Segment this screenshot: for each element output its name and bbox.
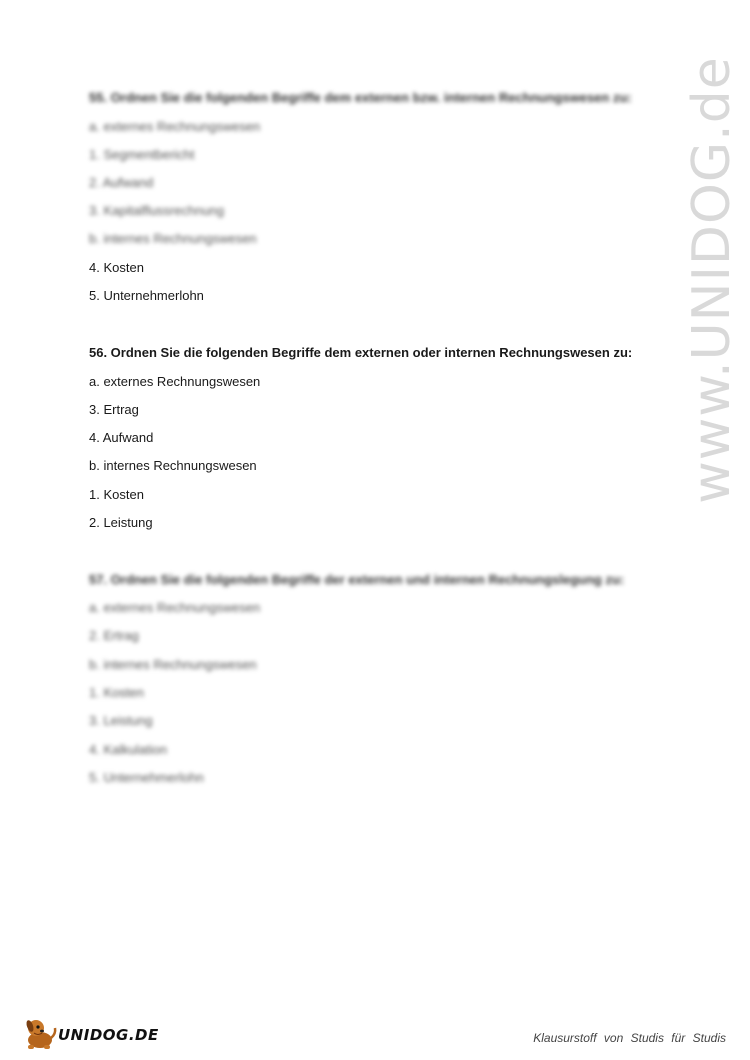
list-item: 5. Unternehmerlohn xyxy=(89,770,204,785)
list-item: 1. Kosten xyxy=(89,685,144,700)
list-item: 1. Kosten xyxy=(89,487,144,502)
list-item: 3. Leistung xyxy=(89,713,153,728)
list-item: 2. Aufwand xyxy=(89,175,154,190)
dog-mascot-icon xyxy=(22,1016,58,1050)
list-item: 3. Ertrag xyxy=(89,402,139,417)
list-item: b. internes Rechnungswesen xyxy=(89,458,257,473)
list-item: 1. Segmentbericht xyxy=(89,147,195,162)
list-item: 4. Aufwand xyxy=(89,430,154,445)
list-item: 2. Leistung xyxy=(89,515,153,530)
question-heading: 57. Ordnen Sie die folgenden Begriffe der externen und internen Rechnungslegung zu: xyxy=(89,572,625,587)
list-item: 5. Unternehmerlohn xyxy=(89,288,204,303)
list-item: 2. Ertrag xyxy=(89,628,139,643)
list-item: 4. Kosten xyxy=(89,260,144,275)
list-item: 3. Kapitalflussrechnung xyxy=(89,203,225,218)
footer-tagline: Klausurstoff von Studis für Studis xyxy=(533,1031,726,1045)
list-item: a. externes Rechnungswesen xyxy=(89,600,261,615)
unidog-logo[interactable] xyxy=(22,1016,162,1050)
list-item: a. externes Rechnungswesen xyxy=(89,119,261,134)
question-heading: 56. Ordnen Sie die folgenden Begriffe dem externen oder internen Rechnungswesen zu: xyxy=(89,345,633,360)
list-item: b. internes Rechnungswesen xyxy=(89,657,257,672)
list-item: a. externes Rechnungswesen xyxy=(89,374,261,389)
watermark-text: www.UNIDOG.de xyxy=(682,56,742,504)
list-item: b. internes Rechnungswesen xyxy=(89,231,257,246)
list-item: 4. Kalkulation xyxy=(89,742,168,757)
logo-text: UNIDOG.DE xyxy=(58,1026,159,1044)
question-heading: 55. Ordnen Sie die folgenden Begriffe dem externen bzw. internen Rechnungswesen zu: xyxy=(89,90,632,105)
